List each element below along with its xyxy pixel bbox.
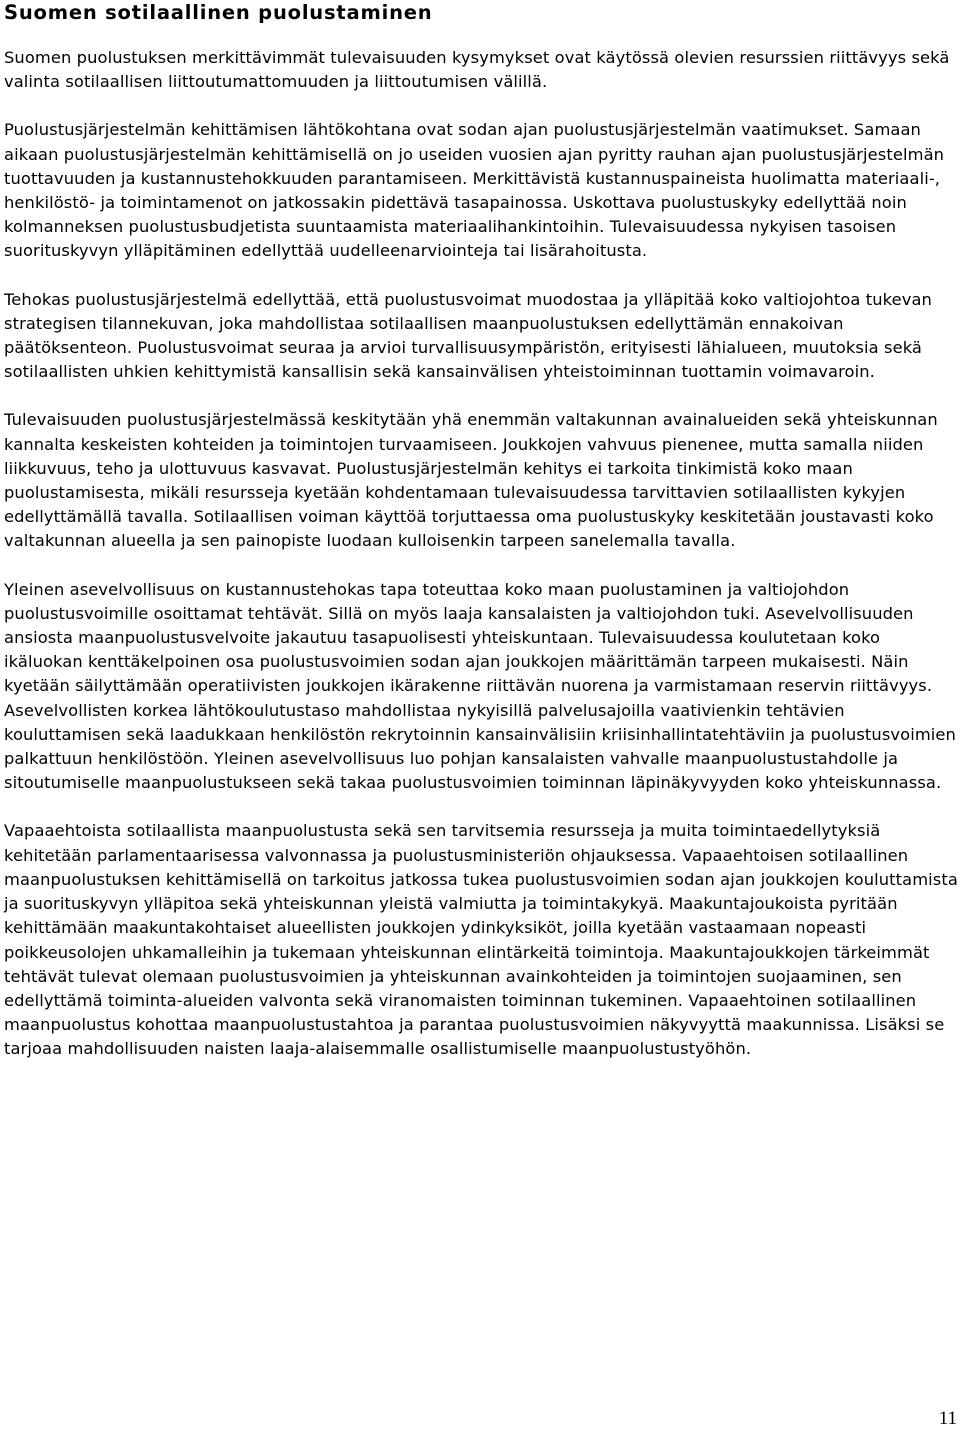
section-heading: Suomen sotilaallinen puolustaminen [4, 1, 433, 24]
paragraph-voluntary-defence: Vapaaehtoista sotilaallista maanpuolustusta sekä sen tarvitsemia resursseja ja muita toimintaedellytyksiä kehitetään parlamentaarisessa valvonnassa ja puolustusministeriön ohjauksessa. Vapaaehtoisen sotilaallinen maanpuolustuksen kehittämisellä on tarkoitus jatkossa tukea puolustusvoimien sodan ajan joukkojen kouluttamista ja suorituskyvyn ylläpitoa sekä yhteiskunnan yleistä valmiutta ja toimintakykyä. Maakuntajoukoista pyritään kehittämään maakuntakohtaiset alueellisten joukkojen ydinkyksiköt, joilla kyetään vastaamaan nopeasti poikkeusolojen uhkamalleihin ja tukemaan yhteiskunnan elintärkeitä toimintoja. Maakuntajoukkojen tärkeimmät tehtävät tulevat olemaan puolustusvoimien ja yhteiskunnan avainkohteiden ja toimintojen suojaaminen, sen edellyttämä toiminta-alueiden valvonta sekä viranomaisten toiminnan tukeminen. Vapaaehtoinen sotilaallinen maanpuolustus kohottaa maanpuolustustahtoa ja parantaa puolustusvoimien näkyvyyttä maakunnissa. Lisäksi se tarjoaa mahdollisuuden naisten laaja-alaisemmalle osallistumiselle maanpuolustustyöhön. [4, 821, 958, 1059]
paragraph-future-defence: Tulevaisuuden puolustusjärjestelmässä keskitytään yhä enemmän valtakunnan avainalueiden sekä yhteiskunnan kannalta keskeisten kohteiden ja toimintojen turvaamiseen. Joukkojen vahvuus pienenee, mutta samalla niiden liikkuvuus, teho ja ulottuvuus kasvavat. Puolustusjärjestelmän kehitys ei tarkoita tinkimistä koko maan puolustamisesta, mikäli resursseja kyetään kohdentamaan tulevaisuudessa tarvittavien sotilaallisten kykyjen edellyttämällä tavalla. Sotilaallisen voiman käyttöä torjuttaessa oma puolustuskyky keskitetään joustavasti koko valtakunnan alueella ja sen painopiste luodaan kulloisenkin tarpeen sanelemalla tavalla. [4, 410, 938, 551]
page-number: 11 [938, 1408, 957, 1429]
paragraph-development: Puolustusjärjestelmän kehittämisen lähtökohtana ovat sodan ajan puolustusjärjestelmän vaatimukset. Samaan aikaan puolustusjärjestelmän kehittämisellä on jo useiden vuosien ajan pyritty rauhan ajan puolustusjärjestelmän tuottavuuden ja kustannustehokkuuden parantamiseen. Merkittävistä kustannuspaineista huolimatta materiaali-, henkilöstö- ja toimintamenot on jatkossakin pidettävä tasapainossa. Uskottava puolustuskyky edellyttää noin kolmanneksen puolustusbudjetista suuntaamista materiaalihankintoihin. Tulevaisuudessa nykyisen tasoisen suorituskyvyn ylläpitäminen edellyttää uudelleenarviointeja tai lisärahoitusta. [4, 120, 945, 261]
paragraph-situational-awareness: Tehokas puolustusjärjestelmä edellyttää, että puolustusvoimat muodostaa ja ylläpitää koko valtiojohtoa tukevan strategisen tilannekuvan, joka mahdollistaa sotilaallisen maanpuolustuksen edellyttämän ennakoivan päätöksenteon. Puolustusvoimat seuraa ja arvioi turvallisuusympäristön, erityisesti lähialueen, muutoksia sekä sotilaallisten uhkien kehittymistä kansallisin sekä kansainvälisen yhteistoiminnan tuottamin voimavaroin. [4, 289, 932, 382]
paragraph-resources: Suomen puolustuksen merkittävimmät tulevaisuuden kysymykset ovat käytössä olevien resurssien riittävyys sekä valinta sotilaallisen liittoutumattomuuden ja liittoutumisen välillä. [4, 48, 950, 92]
paragraph-conscription: Yleinen asevelvollisuus on kustannustehokas tapa toteuttaa koko maan puolustaminen ja valtiojohdon puolustusvoimille osoittamat tehtävät. Sillä on myös laaja kansalaisten ja valtiojohdon tuki. Asevelvollisuuden ansiosta maanpuolustusvelvoite jakautuu tasapuolisesti yhteiskuntaan. Tulevaisuudessa koulutetaan koko ikäluokan kenttäkelpoinen osa puolustusvoimien sodan ajan joukkojen määrittämän tarpeen mukaisesti. Näin kyetään säilyttämään operatiivisten joukkojen ikärakenne riittävän nuorena ja varmistamaan reservin riittävyys. Asevelvollisten korkea lähtökoulutustaso mahdollistaa nykyisillä palvelusajoilla vaativienkin tehtävien kouluttamisen sekä laadukkaan henkilöstön rekrytoinnin kansainvälisiin kriisinhallintatehtäviin ja puolustusvoimien palkattuun henkilöstöön. Yleinen asevelvollisuus luo pohjan kansalaisten vahvalle maanpuolustustahdolle ja sitoutumiselle maanpuolustukseen sekä takaa puolustusvoimien toiminnan läpinäkyvyyden koko yhteiskunnassa. [4, 579, 956, 793]
document-page [4, 0, 958, 1062]
